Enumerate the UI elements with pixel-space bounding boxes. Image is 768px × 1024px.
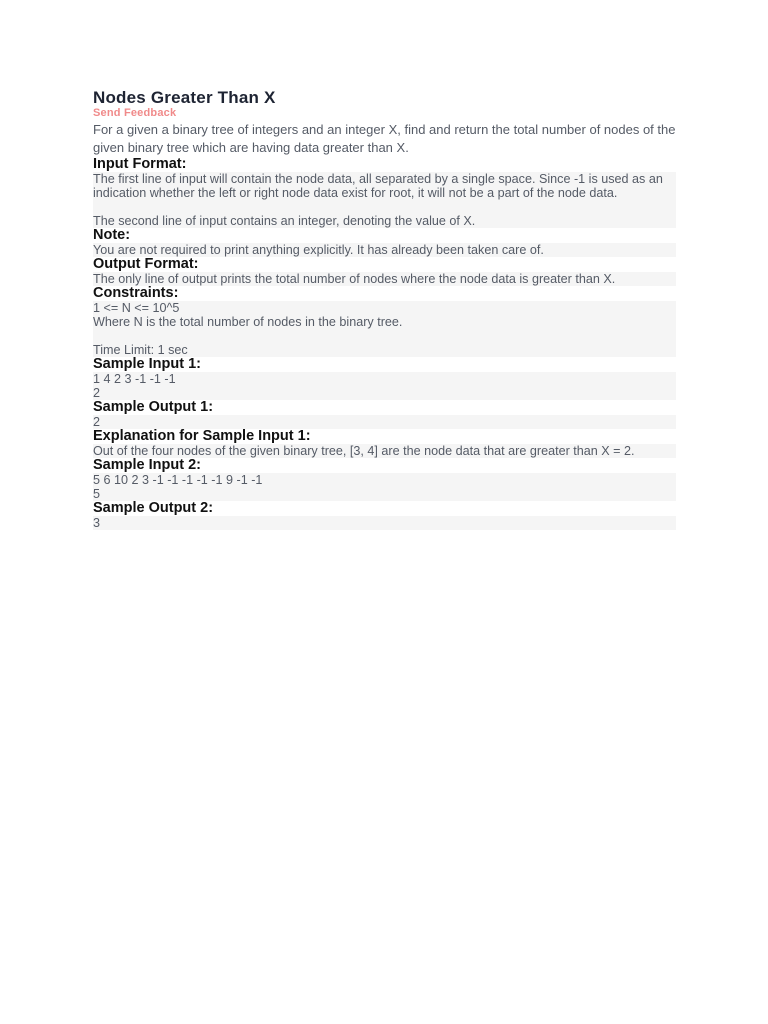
sample-output-2-box xyxy=(93,516,676,530)
problem-title: Nodes Greater Than X xyxy=(93,88,276,107)
input-format-heading: Input Format: xyxy=(93,156,187,172)
sample-output-2-line-1: 3 xyxy=(93,516,101,530)
sample-input-1-heading: Sample Input 1: xyxy=(93,356,201,372)
explanation-1-box xyxy=(93,444,676,458)
send-feedback-link[interactable]: Send Feedback xyxy=(93,107,177,119)
sample-output-1-box xyxy=(93,415,676,429)
input-format-para-1: The first line of input will contain the node data, all separated by a single space. Since -1 is used as an indication whether the left or right node data exist for root, it will not be a part of the node data. xyxy=(93,172,663,200)
sample-input-1-box xyxy=(93,372,676,400)
note-heading: Note: xyxy=(93,227,131,243)
note-text: You are not required to print anything explicitly. It has already been taken care of. xyxy=(93,243,544,257)
input-format-box xyxy=(93,172,676,228)
constraint-line-1: 1 <= N <= 10^5 xyxy=(93,301,180,315)
output-format-text: The only line of output prints the total number of nodes where the node data is greater than X. xyxy=(93,272,616,286)
note-box xyxy=(93,243,676,257)
sample-input-2-line-1: 5 6 10 2 3 -1 -1 -1 -1 -1 9 -1 -1 xyxy=(93,473,263,487)
sample-output-1-heading: Sample Output 1: xyxy=(93,399,214,415)
sample-input-1-line-1: 1 4 2 3 -1 -1 -1 xyxy=(93,372,176,386)
sample-input-1-line-2: 2 xyxy=(93,386,101,400)
constraint-line-3: Time Limit: 1 sec xyxy=(93,343,188,357)
input-format-para-2: The second line of input contains an integer, denoting the value of X. xyxy=(93,214,476,228)
sample-output-1-line-1: 2 xyxy=(93,415,101,429)
problem-description: For a given a binary tree of integers and an integer X, find and return the total number of nodes of the given binary tree which are having data greater than X. xyxy=(93,122,676,155)
output-format-box xyxy=(93,272,676,286)
explanation-1-text: Out of the four nodes of the given binary tree, [3, 4] are the node data that are greater than X = 2. xyxy=(93,444,635,458)
sample-input-2-heading: Sample Input 2: xyxy=(93,457,201,473)
sample-input-2-line-2: 5 xyxy=(93,487,101,501)
problem-statement xyxy=(93,88,676,530)
spacer xyxy=(93,200,676,214)
explanation-1-heading: Explanation for Sample Input 1: xyxy=(93,428,311,444)
constraint-line-2: Where N is the total number of nodes in the binary tree. xyxy=(93,315,403,329)
sample-output-2-heading: Sample Output 2: xyxy=(93,500,214,516)
constraints-heading: Constraints: xyxy=(93,285,179,301)
sample-input-2-box xyxy=(93,473,676,501)
output-format-heading: Output Format: xyxy=(93,256,199,272)
spacer xyxy=(93,329,676,343)
constraints-box xyxy=(93,301,676,357)
